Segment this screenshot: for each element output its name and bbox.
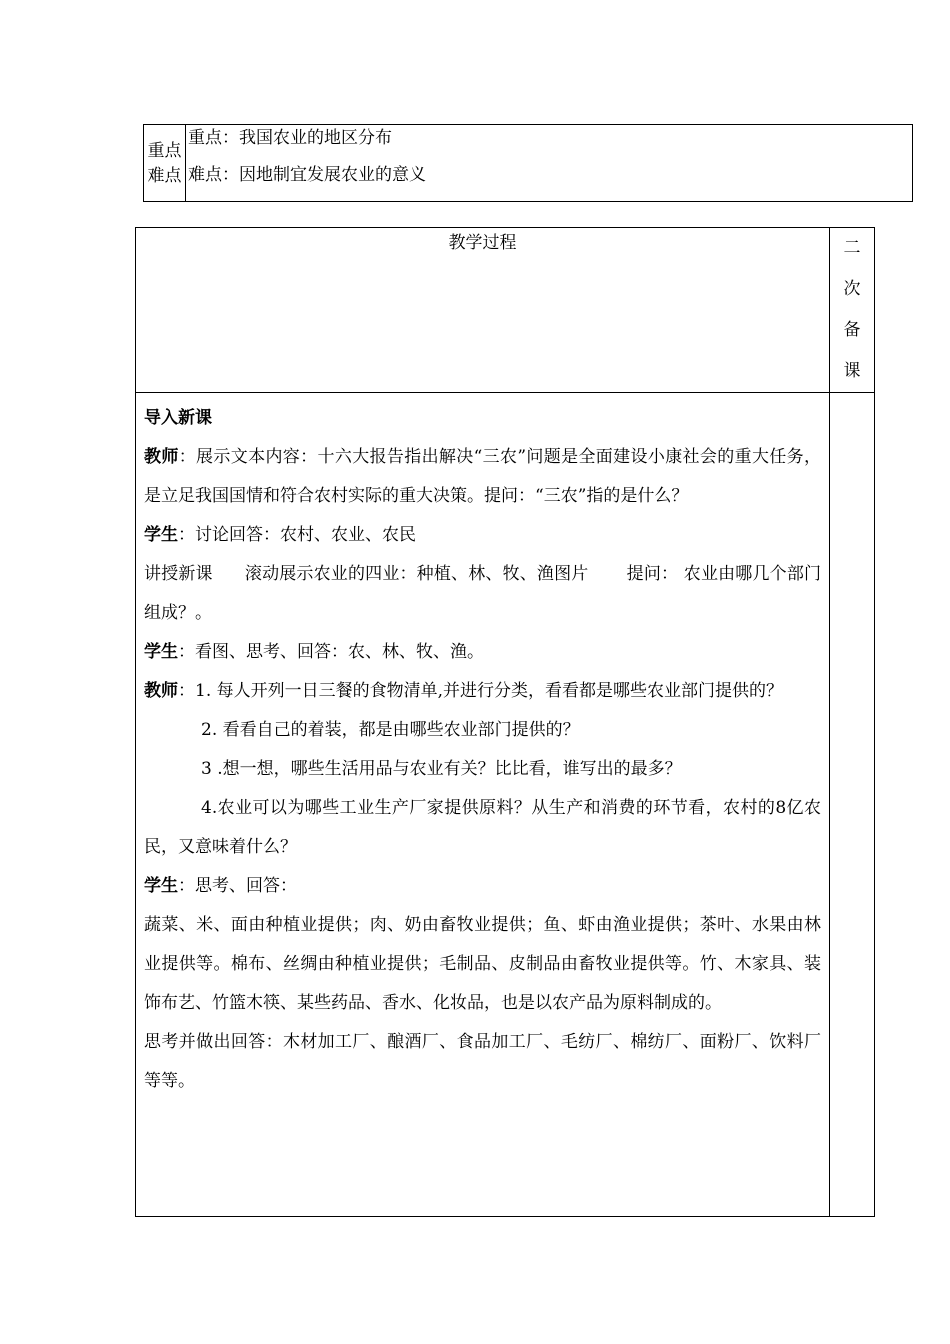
teacher-label: 教师 [144,447,179,467]
secondary-prep-cell [830,393,875,1217]
section-title: 导入新课 [144,408,212,428]
side-header-char: 课 [843,361,861,381]
key-points-table [143,124,913,202]
paragraph: 蔬菜、米、面由种植业提供；肉、奶由畜牧业提供；鱼、虾由渔业提供；茶叶、水果由林业提供等。棉布、丝绸由种植业提供；毛制品、皮制品由畜牧业提供等。竹、木家具、装饰布艺、竹篮木筷、某些药品、香水、化妆品，也是以农产品为原料制成的。 [144,915,821,1013]
paragraph: 教师：1. 每人开列一日三餐的食物清单,并进行分类，看看都是哪些农业部门提供的？ [144,681,784,701]
student-label: 学生 [144,876,178,896]
secondary-prep-header [830,228,875,393]
key-points-label-cell [144,125,186,202]
student-label: 学生 [144,642,178,662]
focus-text: 重点：我国农业的地区分布 [188,128,392,148]
focus-side-label: 重点 [147,141,182,161]
paragraph: 学生：看图、思考、回答：农、林、牧、渔。 [144,642,484,662]
difficulty-side-label: 难点 [147,166,182,186]
paragraph: 学生：讨论回答：农村、农业、农民 [144,525,416,545]
side-header-char: 次 [843,279,861,299]
paragraph: 3 .想一想，哪些生活用品与农业有关？比比看，谁写出的最多？ [201,759,682,779]
paragraph: 教师：展示文本内容：十六大报告指出解决“三农”问题是全面建设小康社会的重大任务，是立足我国国情和符合农村实际的重大决策。提问：“三农”指的是什么？ [144,447,821,506]
side-header-char: 备 [843,320,861,340]
process-body [136,393,830,1217]
paragraph: 思考并做出回答：木材加工厂、酿酒厂、食品加工厂、毛纺厂、棉纺厂、面粉厂、饮料厂等等。 [144,1032,821,1091]
process-header: 教学过程 [136,228,830,393]
paragraph: 2. 看看自己的着装，都是由哪些农业部门提供的？ [201,720,580,740]
key-points-content-cell [186,125,913,202]
student-label: 学生 [144,525,178,545]
difficulty-text: 难点：因地制宜发展农业的意义 [188,165,426,185]
paragraph: 学生：思考、回答： [144,876,297,896]
paragraph: 讲授新课 滚动展示农业的四业：种植、林、牧、渔图片 提问： 农业由哪几个部门组成？。 [144,564,822,623]
paragraph: 4.农业可以为哪些工业生产厂家提供原料？从生产和消费的环节看，农村的8亿农民，又意味着什么？ [144,798,821,857]
teaching-process-table [135,227,875,1217]
teacher-label: 教师 [144,681,178,701]
side-header-char: 二 [843,238,861,258]
